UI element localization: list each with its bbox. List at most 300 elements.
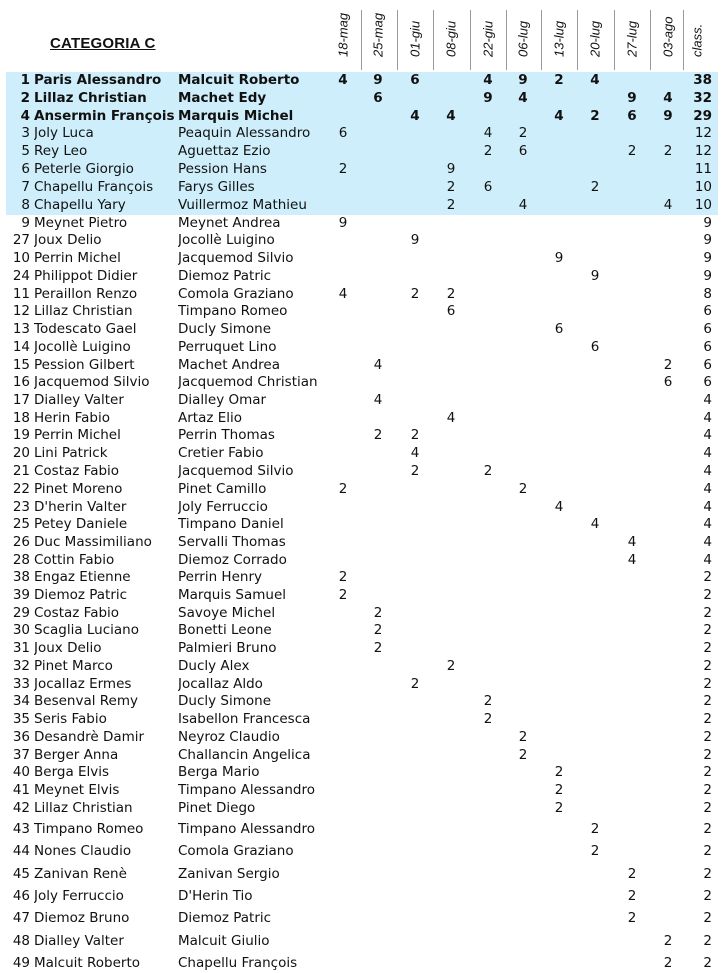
total-score: 9 bbox=[703, 215, 712, 231]
column-header bbox=[471, 6, 505, 72]
player-two: Neyroz Claudio bbox=[178, 729, 280, 745]
score-cell: 4 bbox=[518, 197, 528, 213]
score-cell: 2 bbox=[627, 888, 637, 904]
column-header bbox=[542, 6, 576, 72]
column-header bbox=[615, 6, 649, 72]
player-two: Servalli Thomas bbox=[178, 534, 286, 550]
player-two: Berga Mario bbox=[178, 764, 260, 780]
player-two: Malcuit Roberto bbox=[178, 72, 300, 88]
player-one: Berga Elvis bbox=[34, 764, 110, 780]
table-row bbox=[6, 800, 718, 821]
rank-number: 20 bbox=[12, 445, 30, 461]
total-score: 2 bbox=[703, 821, 712, 837]
player-one: Diemoz Bruno bbox=[34, 910, 130, 926]
score-cell: 2 bbox=[338, 161, 348, 177]
total-score: 2 bbox=[703, 843, 712, 859]
score-cell: 2 bbox=[483, 463, 493, 479]
total-score: 2 bbox=[703, 729, 712, 745]
player-one: Herin Fabio bbox=[34, 410, 110, 426]
score-cell: 9 bbox=[410, 232, 420, 248]
score-cell: 2 bbox=[590, 843, 600, 859]
player-two: Timpano Daniel bbox=[178, 516, 284, 532]
column-header-label: 03-ago bbox=[660, 16, 676, 57]
total-score: 10 bbox=[694, 179, 712, 195]
total-score: 2 bbox=[703, 933, 712, 949]
total-score: 4 bbox=[703, 534, 712, 550]
column-header-label: 13-lug bbox=[551, 20, 567, 57]
score-cell: 2 bbox=[410, 676, 420, 692]
player-one: Costaz Fabio bbox=[34, 605, 120, 621]
total-score: 8 bbox=[703, 286, 712, 302]
player-two: Farys Gilles bbox=[178, 179, 255, 195]
table-row bbox=[6, 427, 718, 445]
score-cell: 2 bbox=[446, 179, 456, 195]
column-header-label: 27-lug bbox=[624, 20, 640, 57]
score-cell: 4 bbox=[410, 108, 420, 124]
score-cell: 2 bbox=[483, 143, 493, 159]
score-cell: 4 bbox=[483, 72, 493, 88]
table-row bbox=[6, 605, 718, 622]
rank-number: 3 bbox=[21, 125, 30, 141]
column-header-label: 20-lug bbox=[587, 20, 603, 57]
table-row bbox=[6, 303, 718, 321]
column-header-label: 06-lug bbox=[515, 20, 531, 57]
player-two: Cretier Fabio bbox=[178, 445, 264, 461]
player-one: Nones Claudio bbox=[34, 843, 132, 859]
score-cell: 4 bbox=[663, 90, 673, 106]
player-one: Jocollè Luigino bbox=[34, 339, 131, 355]
total-score: 9 bbox=[703, 250, 712, 266]
total-score: 4 bbox=[703, 463, 712, 479]
column-header bbox=[578, 6, 612, 72]
rank-number: 26 bbox=[12, 534, 30, 550]
rank-number: 23 bbox=[12, 499, 30, 515]
player-one: Meynet Elvis bbox=[34, 782, 120, 798]
score-cell: 2 bbox=[483, 711, 493, 727]
player-two: Marquis Michel bbox=[178, 108, 294, 124]
player-two: Pinet Camillo bbox=[178, 481, 267, 497]
table-row bbox=[6, 782, 718, 800]
total-score: 4 bbox=[703, 392, 712, 408]
table-row bbox=[6, 143, 718, 161]
player-one: Seris Fabio bbox=[34, 711, 107, 727]
rank-number: 5 bbox=[21, 143, 30, 159]
score-cell: 2 bbox=[338, 569, 348, 585]
total-score: 6 bbox=[703, 303, 712, 319]
player-one: Pinet Moreno bbox=[34, 481, 123, 497]
rank-number: 6 bbox=[21, 161, 30, 177]
player-one: Lillaz Christian bbox=[34, 303, 133, 319]
total-score: 4 bbox=[703, 427, 712, 443]
table-row bbox=[6, 640, 718, 658]
player-two: Machet Edy bbox=[178, 90, 267, 106]
rank-number: 39 bbox=[12, 587, 30, 603]
player-two: Jacquemod Christian bbox=[178, 374, 318, 390]
table-row bbox=[6, 232, 718, 250]
player-one: Malcuit Roberto bbox=[34, 955, 140, 971]
player-one: Joux Delio bbox=[34, 640, 102, 656]
score-cell: 6 bbox=[446, 303, 456, 319]
score-cell: 4 bbox=[518, 90, 528, 106]
score-cell: 2 bbox=[338, 587, 348, 603]
rank-number: 27 bbox=[12, 232, 30, 248]
rank-number: 45 bbox=[12, 866, 30, 882]
score-cell: 2 bbox=[446, 658, 456, 674]
player-two: Jacquemod Silvio bbox=[178, 463, 294, 479]
score-cell: 6 bbox=[554, 321, 564, 337]
rank-number: 7 bbox=[21, 179, 30, 195]
table-row bbox=[6, 321, 718, 339]
total-score: 2 bbox=[703, 622, 712, 638]
player-two: D'Herin Tio bbox=[178, 888, 253, 904]
table-row bbox=[6, 821, 718, 843]
score-cell: 4 bbox=[554, 108, 564, 124]
player-two: Comola Graziano bbox=[178, 843, 294, 859]
total-score: 2 bbox=[703, 640, 712, 656]
table-row bbox=[6, 622, 718, 640]
total-score: 11 bbox=[694, 161, 712, 177]
table-row bbox=[6, 481, 718, 499]
score-cell: 6 bbox=[483, 179, 493, 195]
score-cell: 2 bbox=[590, 821, 600, 837]
score-cell: 2 bbox=[338, 481, 348, 497]
player-one: Lillaz Christian bbox=[34, 800, 133, 816]
score-cell: 2 bbox=[627, 866, 637, 882]
rank-number: 18 bbox=[12, 410, 30, 426]
player-two: Savoye Michel bbox=[178, 605, 276, 621]
column-header-label: 18-mag bbox=[335, 12, 351, 57]
score-cell: 2 bbox=[590, 179, 600, 195]
player-one: Dialley Valter bbox=[34, 933, 124, 949]
score-cell: 6 bbox=[590, 339, 600, 355]
score-cell: 9 bbox=[590, 268, 600, 284]
total-score: 2 bbox=[703, 676, 712, 692]
table-row bbox=[6, 552, 718, 569]
total-score: 4 bbox=[703, 410, 712, 426]
rank-number: 40 bbox=[12, 764, 30, 780]
player-one: Pession Gilbert bbox=[34, 357, 135, 373]
total-score: 4 bbox=[703, 445, 712, 461]
player-one: Rey Leo bbox=[34, 143, 88, 159]
player-one: Pinet Marco bbox=[34, 658, 113, 674]
player-two: Timpano Alessandro bbox=[178, 782, 315, 798]
score-cell: 2 bbox=[373, 622, 383, 638]
rank-number: 29 bbox=[12, 605, 30, 621]
player-two: Timpano Alessandro bbox=[178, 821, 315, 837]
table-row bbox=[6, 676, 718, 693]
score-cell: 2 bbox=[410, 286, 420, 302]
total-score: 2 bbox=[703, 569, 712, 585]
score-cell: 2 bbox=[663, 357, 673, 373]
column-header-label: 25-mag bbox=[370, 12, 386, 57]
rank-number: 38 bbox=[12, 569, 30, 585]
column-header-label: 01-giu bbox=[407, 20, 423, 57]
total-score: 12 bbox=[694, 143, 712, 159]
table-row bbox=[6, 339, 718, 357]
rank-number: 14 bbox=[12, 339, 30, 355]
table-row bbox=[6, 711, 718, 729]
player-one: Perrin Michel bbox=[34, 427, 121, 443]
score-cell: 2 bbox=[554, 782, 564, 798]
score-cell: 4 bbox=[483, 125, 493, 141]
player-two: Marquis Samuel bbox=[178, 587, 287, 603]
total-score: 4 bbox=[703, 516, 712, 532]
player-one: Perrin Michel bbox=[34, 250, 121, 266]
column-header-label: 08-giu bbox=[443, 20, 459, 57]
total-score: 2 bbox=[703, 711, 712, 727]
column-header-label: 22-giu bbox=[480, 20, 496, 57]
table-row bbox=[6, 392, 718, 410]
score-cell: 2 bbox=[554, 72, 564, 88]
score-cell: 2 bbox=[627, 143, 637, 159]
table-row bbox=[6, 125, 718, 143]
player-one: Desandrè Damir bbox=[34, 729, 145, 745]
score-cell: 4 bbox=[373, 357, 383, 373]
total-score: 2 bbox=[703, 800, 712, 816]
score-cell: 4 bbox=[338, 286, 348, 302]
table-row bbox=[6, 534, 718, 552]
table-row bbox=[6, 729, 718, 747]
player-one: Cottin Fabio bbox=[34, 552, 115, 568]
table-row bbox=[6, 693, 718, 711]
total-score: 2 bbox=[703, 693, 712, 709]
table-row bbox=[6, 445, 718, 463]
table-row bbox=[6, 179, 718, 197]
table-row bbox=[6, 933, 718, 955]
score-cell: 6 bbox=[410, 72, 420, 88]
rank-number: 4 bbox=[20, 108, 30, 124]
rank-number: 1 bbox=[20, 72, 30, 88]
total-score: 2 bbox=[703, 764, 712, 780]
rank-number: 8 bbox=[21, 197, 30, 213]
table-row bbox=[6, 90, 718, 108]
player-two: Artaz Elio bbox=[178, 410, 243, 426]
player-one: Joux Delio bbox=[34, 232, 102, 248]
score-cell: 2 bbox=[483, 693, 493, 709]
table-row bbox=[6, 463, 718, 481]
player-one: Peterle Giorgio bbox=[34, 161, 134, 177]
score-cell: 2 bbox=[590, 108, 600, 124]
rank-number: 2 bbox=[20, 90, 30, 106]
score-cell: 6 bbox=[338, 125, 348, 141]
total-score: 12 bbox=[694, 125, 712, 141]
rank-number: 42 bbox=[12, 800, 30, 816]
total-score: 6 bbox=[703, 321, 712, 337]
player-one: Besenval Remy bbox=[34, 693, 138, 709]
rank-number: 35 bbox=[12, 711, 30, 727]
score-cell: 2 bbox=[373, 427, 383, 443]
rank-number: 36 bbox=[12, 729, 30, 745]
rank-number: 48 bbox=[12, 933, 30, 949]
player-two: Chapellu François bbox=[178, 955, 298, 971]
player-two: Ducly Simone bbox=[178, 693, 271, 709]
player-two: Bonetti Leone bbox=[178, 622, 272, 638]
total-score: 6 bbox=[703, 374, 712, 390]
player-two: Perrin Henry bbox=[178, 569, 262, 585]
total-score: 6 bbox=[703, 339, 712, 355]
table-row bbox=[6, 499, 718, 516]
table-row bbox=[6, 72, 718, 90]
score-cell: 4 bbox=[554, 499, 564, 515]
score-cell: 2 bbox=[518, 125, 528, 141]
total-score: 4 bbox=[703, 499, 712, 515]
player-two: Vuillermoz Mathieu bbox=[178, 197, 307, 213]
total-score: 38 bbox=[693, 72, 712, 88]
score-cell: 9 bbox=[663, 108, 673, 124]
total-score: 29 bbox=[693, 108, 712, 124]
player-two: Isabellon Francesca bbox=[178, 711, 311, 727]
score-cell: 9 bbox=[518, 72, 528, 88]
total-score: 2 bbox=[703, 955, 712, 971]
total-score: 2 bbox=[703, 866, 712, 882]
player-two: Challancin Angelica bbox=[178, 747, 311, 763]
rank-number: 47 bbox=[12, 910, 30, 926]
score-cell: 2 bbox=[663, 933, 673, 949]
player-one: Scaglia Luciano bbox=[34, 622, 140, 638]
score-cell: 2 bbox=[518, 747, 528, 763]
rank-number: 10 bbox=[12, 250, 30, 266]
total-score: 2 bbox=[703, 587, 712, 603]
table-row bbox=[6, 764, 718, 782]
rank-number: 25 bbox=[12, 516, 30, 532]
total-score: 4 bbox=[703, 552, 712, 568]
score-cell: 6 bbox=[627, 108, 637, 124]
table-row bbox=[6, 268, 718, 286]
player-two: Jocallaz Aldo bbox=[178, 676, 263, 692]
score-cell: 2 bbox=[410, 427, 420, 443]
score-cell: 2 bbox=[554, 800, 564, 816]
score-cell: 2 bbox=[518, 729, 528, 745]
player-two: Comola Graziano bbox=[178, 286, 294, 302]
rank-number: 19 bbox=[12, 427, 30, 443]
player-two: Diemoz Patric bbox=[178, 910, 272, 926]
player-two: Peaquin Alessandro bbox=[178, 125, 311, 141]
rank-number: 21 bbox=[12, 463, 30, 479]
score-cell: 4 bbox=[627, 552, 637, 568]
total-score: 4 bbox=[703, 481, 712, 497]
rank-number: 31 bbox=[12, 640, 30, 656]
rank-number: 30 bbox=[12, 622, 30, 638]
score-cell: 2 bbox=[446, 286, 456, 302]
player-one: Joly Luca bbox=[34, 125, 94, 141]
player-two: Jocollè Luigino bbox=[178, 232, 275, 248]
player-one: Chapellu François bbox=[34, 179, 154, 195]
player-two: Zanivan Sergio bbox=[178, 866, 280, 882]
score-cell: 4 bbox=[627, 534, 637, 550]
score-cell: 4 bbox=[590, 72, 600, 88]
table-row bbox=[6, 410, 718, 427]
score-cell: 2 bbox=[663, 955, 673, 971]
score-cell: 2 bbox=[373, 605, 383, 621]
score-cell: 4 bbox=[663, 197, 673, 213]
rank-number: 49 bbox=[12, 955, 30, 971]
table-row bbox=[6, 587, 718, 605]
player-two: Diemoz Patric bbox=[178, 268, 272, 284]
player-one: Costaz Fabio bbox=[34, 463, 120, 479]
total-score: 9 bbox=[703, 268, 712, 284]
player-one: Jocallaz Ermes bbox=[34, 676, 132, 692]
score-cell: 9 bbox=[446, 161, 456, 177]
table-row bbox=[6, 286, 718, 303]
table-row bbox=[6, 357, 718, 374]
player-two: Pession Hans bbox=[178, 161, 267, 177]
score-cell: 9 bbox=[338, 215, 348, 231]
score-cell: 4 bbox=[446, 108, 456, 124]
rank-number: 34 bbox=[12, 693, 30, 709]
player-one: Engaz Etienne bbox=[34, 569, 131, 585]
column-header bbox=[680, 6, 714, 72]
rank-number: 17 bbox=[12, 392, 30, 408]
score-cell: 4 bbox=[590, 516, 600, 532]
rank-number: 28 bbox=[12, 552, 30, 568]
rank-number: 11 bbox=[12, 286, 30, 302]
score-cell: 4 bbox=[446, 410, 456, 426]
rank-number: 37 bbox=[12, 747, 30, 763]
player-one: Berger Anna bbox=[34, 747, 119, 763]
table-row bbox=[6, 161, 718, 179]
table-row bbox=[6, 215, 718, 232]
table-row bbox=[6, 747, 718, 764]
table-row bbox=[6, 955, 718, 973]
rank-number: 22 bbox=[12, 481, 30, 497]
score-cell: 6 bbox=[663, 374, 673, 390]
total-score: 10 bbox=[694, 197, 712, 213]
rank-number: 12 bbox=[12, 303, 30, 319]
total-score: 2 bbox=[703, 888, 712, 904]
player-two: Timpano Romeo bbox=[178, 303, 288, 319]
player-two: Palmieri Bruno bbox=[178, 640, 277, 656]
score-cell: 6 bbox=[373, 90, 383, 106]
score-cell: 2 bbox=[446, 197, 456, 213]
player-two: Ducly Simone bbox=[178, 321, 271, 337]
total-score: 6 bbox=[703, 357, 712, 373]
table-row bbox=[6, 569, 718, 587]
player-two: Machet Andrea bbox=[178, 357, 280, 373]
table-row bbox=[6, 888, 718, 910]
table-row bbox=[6, 516, 718, 534]
player-one: Lillaz Christian bbox=[34, 90, 147, 106]
column-header-label: class. bbox=[689, 23, 705, 57]
rank-number: 46 bbox=[12, 888, 30, 904]
score-cell: 2 bbox=[554, 764, 564, 780]
player-one: Ansermin François bbox=[34, 108, 175, 124]
player-two: Perrin Thomas bbox=[178, 427, 275, 443]
table-row bbox=[6, 658, 718, 676]
total-score: 32 bbox=[693, 90, 712, 106]
player-one: Diemoz Patric bbox=[34, 587, 128, 603]
column-header bbox=[506, 6, 540, 72]
rank-number: 9 bbox=[21, 215, 30, 231]
player-two: Ducly Alex bbox=[178, 658, 250, 674]
score-cell: 4 bbox=[373, 392, 383, 408]
score-cell: 2 bbox=[627, 910, 637, 926]
score-cell: 4 bbox=[410, 445, 420, 461]
player-two: Dialley Omar bbox=[178, 392, 267, 408]
total-score: 2 bbox=[703, 658, 712, 674]
player-two: Jacquemod Silvio bbox=[178, 250, 294, 266]
player-one: Paris Alessandro bbox=[34, 72, 162, 88]
player-two: Diemoz Corrado bbox=[178, 552, 287, 568]
table-row bbox=[6, 197, 718, 215]
score-cell: 9 bbox=[373, 72, 383, 88]
rank-number: 16 bbox=[12, 374, 30, 390]
score-cell: 6 bbox=[518, 143, 528, 159]
score-cell: 9 bbox=[554, 250, 564, 266]
score-cell: 2 bbox=[663, 143, 673, 159]
column-header bbox=[398, 6, 432, 72]
player-two: Joly Ferruccio bbox=[178, 499, 268, 515]
rank-number: 24 bbox=[12, 268, 30, 284]
